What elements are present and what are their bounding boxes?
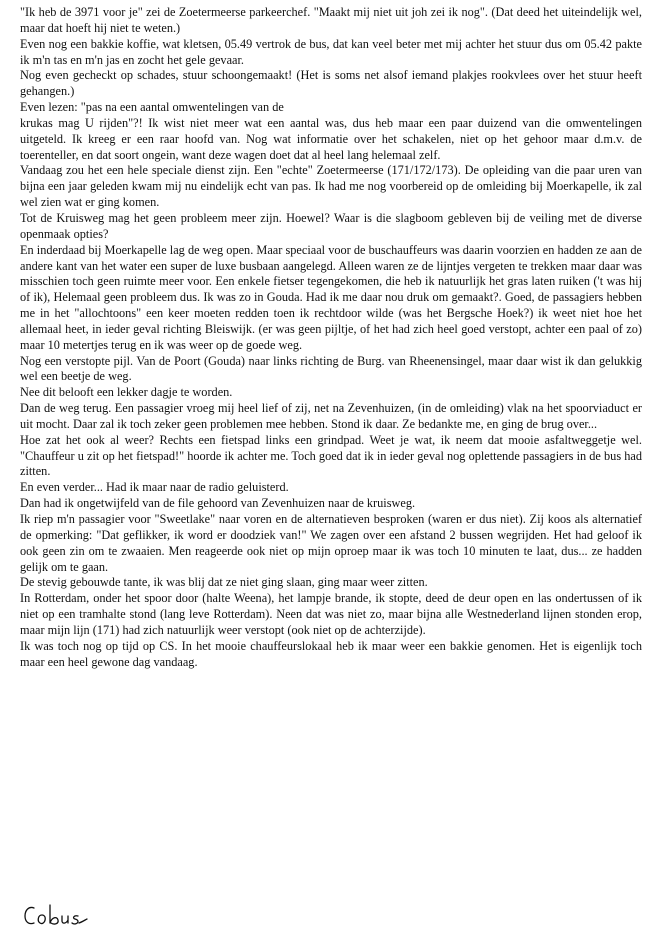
paragraph: De stevig gebouwde tante, ik was blij dat ze niet ging slaan, ging maar weer zitten. [20, 575, 428, 590]
paragraph: Tot de Kruisweg mag het geen probleem meer zijn. Hoewel? Waar is die slagboom gebleven bij de veiling met de diverse openmaak opties? [20, 210, 642, 241]
paragraph: Dan had ik ongetwijfeld van de file gehoord van Zevenhuizen naar de kruisweg. [20, 496, 416, 511]
paragraph: Even nog een bakkie koffie, wat kletsen, 05.49 vertrok de bus, dat kan veel beter met mij achter het stuur dus om 05.42 pakte ik m'n tas en m'n jas en zocht het gele gevaar. [20, 36, 642, 67]
paragraph: Nee dit belooft een lekker dagje te worden. [20, 385, 233, 400]
paragraph: Even lezen: "pas na een aantal omwentelingen van de [20, 100, 284, 115]
paragraph: In Rotterdam, onder het spoor door (halte Weena), het lampje brande, ik stopte, deed de deur open en las ondertussen of ik niet op een tramhalte stond (lang leve Rotterdam). Neen dat was niet zo, maar bijna alle Westnederland lijnen stonden erop, maar mijn lijn (171) had zich natuurlijk weer verstopt (ook niet op de achterzijde). [20, 591, 642, 637]
paragraph: Dan de weg terug. Een passagier vroeg mij heel lief of zij, net na Zevenhuizen, (in de omleiding) vlak na het spoorviaduct er uit mocht. Daar zal ik toch zeker geen problemen mee hebben. Stond ik daar. Ze bedankte me, en ging de brug over... [20, 401, 642, 431]
paragraph: Nog een verstopte pijl. Van de Poort (Gouda) naar links richting de Burg. van Rheenensingel, maar daar wist ik dan gelukkig wel een beetje de weg. [20, 353, 642, 384]
paragraph: Vandaag zou het een hele speciale dienst zijn. Een "echte" Zoetermeerse (171/172/173). De opleiding van die paar uren van bijna een jaar geleden kwam mij nu eindelijk echt van pas. Ik had me nog voorbereid op de omleiding bij Moerkapelle, ik zal wel zien wat er ging komen. [20, 163, 642, 210]
paragraph: Hoe zat het ook al weer? Rechts een fietspad links een grindpad. Weet je wat, ik neem dat mooie asfaltweggetje wel. "Chauffeur u zit op het fietspad!" hoorde ik achter me. Toch goed dat ik in ieder geval nog oplettende passagiers in de bus had zitten. [20, 432, 642, 479]
paragraph: "Ik heb de 3971 voor je" zei de Zoetermeerse parkeerchef. "Maakt mij niet uit joh zei ik nog". (Dat deed het uiteindelijk wel, maar dat hoeft hij niet te weten.) [20, 5, 642, 35]
paragraph: krukas mag U rijden"?! Ik wist niet meer wat een aantal was, dus heb maar een paar duizend van die omwentelingen uitgeteld. Ik kreeg er een raar hoofd van. Nog wat informatie over het schakelen, niet op het gehoor maar d.m.v. de toerenteller, en dat soort ongein, want deze wagen doet dat al heel lang helemaal zelf. [20, 115, 642, 162]
document-body [20, 5, 642, 670]
paragraph: En even verder... Had ik maar naar de radio geluisterd. [20, 480, 289, 495]
paragraph: Ik riep m'n passagier voor "Sweetlake" naar voren en de alternatieven besproken (waren er dus niet). Zij koos als alternatief de opmerking: "Dat geflikker, ik word er doodziek van!" We zagen over een afstand 2 bussen wegrijden. Het had geloof ik ook geen zin om te zwaaien. Men reageerde ook niet op mijn oproep maar ik was toch 10 minuten te laat, dus... ze hadden gelijk om te gaan. [20, 512, 642, 574]
paragraph: En inderdaad bij Moerkapelle lag de weg open. Maar speciaal voor de buschauffeurs was daarin voorzien en hadden ze aan de andere kant van het water een super de luxe busbaan aangelegd. Alleen waren ze de lijntjes vergeten te trekken maar daar was misschien toch geen ruimte meer voor. Een enkele fietser tegengekomen, die heb ik natuurlijk het gras laten ruiken ('t was hij of ik), Helemaal geen probleem dus. Ik was zo in Gouda. Had ik me daar nou druk om gemaakt?. Goed, de passagiers hebben me in het "allochtoons" een keer moeten redden toen ik rechtdoor wilde (was het Bergsche Hoek?) ik weet niet hoe het allemaal heet, in ieder geval richting Bleiswijk. (er was geen pijltje, of het had zich heel goed verstopt, achter een paal of zo) maar 10 metertjes terug en ik was weer op de goede weg. [20, 242, 642, 352]
handwritten-signature [22, 900, 102, 934]
paragraph: Nog even gecheckt op schades, stuur schoongemaakt! (Het is soms net alsof iemand plakjes rookvlees over het stuur heeft gehangen.) [20, 68, 642, 99]
paragraph: Ik was toch nog op tijd op CS. In het mooie chauffeurslokaal heb ik maar weer een bakkie genomen. Het is eigenlijk toch maar een heel gewone dag vandaag. [20, 638, 642, 669]
